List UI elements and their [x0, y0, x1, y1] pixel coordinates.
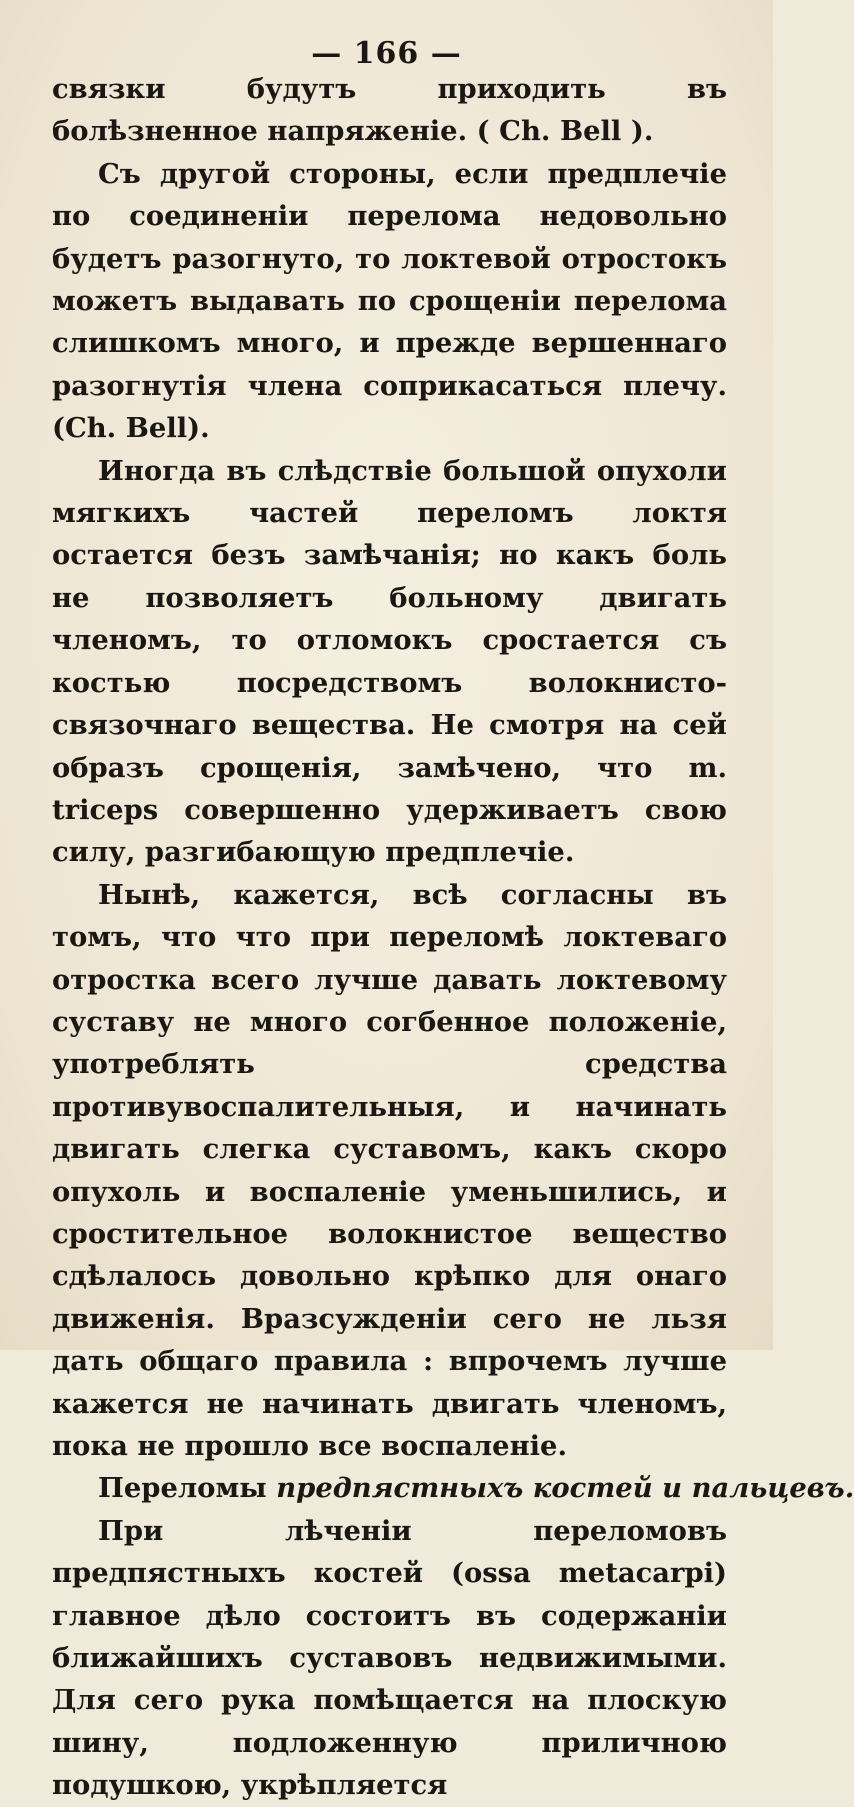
- body-text: [52, 68, 854, 1807]
- paragraph-metacarpal: При лѣченіи переломовъ предпястныхъ костей (ossa metacarpi) главное дѣло состоитъ въ содержаніи ближайшихъ суставовъ недвижимыми. Для сего рука помѣщается на плоскую шину, подложенную приличною подушкою, укрѣпляется: [52, 1514, 727, 1802]
- paragraph-forearm-extension: Съ другой стороны, если предплечіе по соединеніи перелома недовольно будетъ разогнуто, то локтевой отростокъ можетъ выдавать по срощеніи перелома слишкомъ много, и прежде вершеннаго разогнутія члена соприкасаться плечу. (Ch. Bell).: [52, 157, 727, 445]
- section-heading-emphasis: предпястныхъ костей и пальцевъ.: [276, 1472, 854, 1505]
- paragraph-swelling: Иногда въ слѣдствіе большой опухоли мягкихъ частей переломъ локтя остается безъ замѣчанія; но какъ боль не позволяетъ больному двигать членомъ, то отломокъ сростается съ костью посредствомъ волокнисто-связочнаго вещества. Не смотря на сей образъ срощенія, замѣчено, что m. triceps совершенно удерживаетъ свою силу, разгибающую предплечіе.: [52, 454, 727, 869]
- page-number: — 166 —: [311, 36, 462, 71]
- paragraph-treatment: Нынѣ, кажется, всѣ согласны въ томъ, что что при переломѣ локтеваго отростка всего лучше давать локтевому суставу не много согбенное положеніе, употреблять средства противувоспалительныя, и начинать двигать слегка суставомъ, какъ скоро опухоль и воспаленіе уменьшились, и сростительное волокнистое вещество сдѣлалось довольно крѣпко для онаго движенія. Вразсужденіи сего не льзя дать общаго правила : впрочемъ лучше кажется не начинать двигать членомъ, пока не прошло все воспаленіе.: [52, 878, 727, 1462]
- section-heading-lead: Переломы: [98, 1472, 267, 1505]
- section-heading: [52, 1467, 854, 1509]
- paragraph-continuation: связки будутъ приходить въ болѣзненное напряженіе. ( Ch. Bell ).: [52, 73, 727, 148]
